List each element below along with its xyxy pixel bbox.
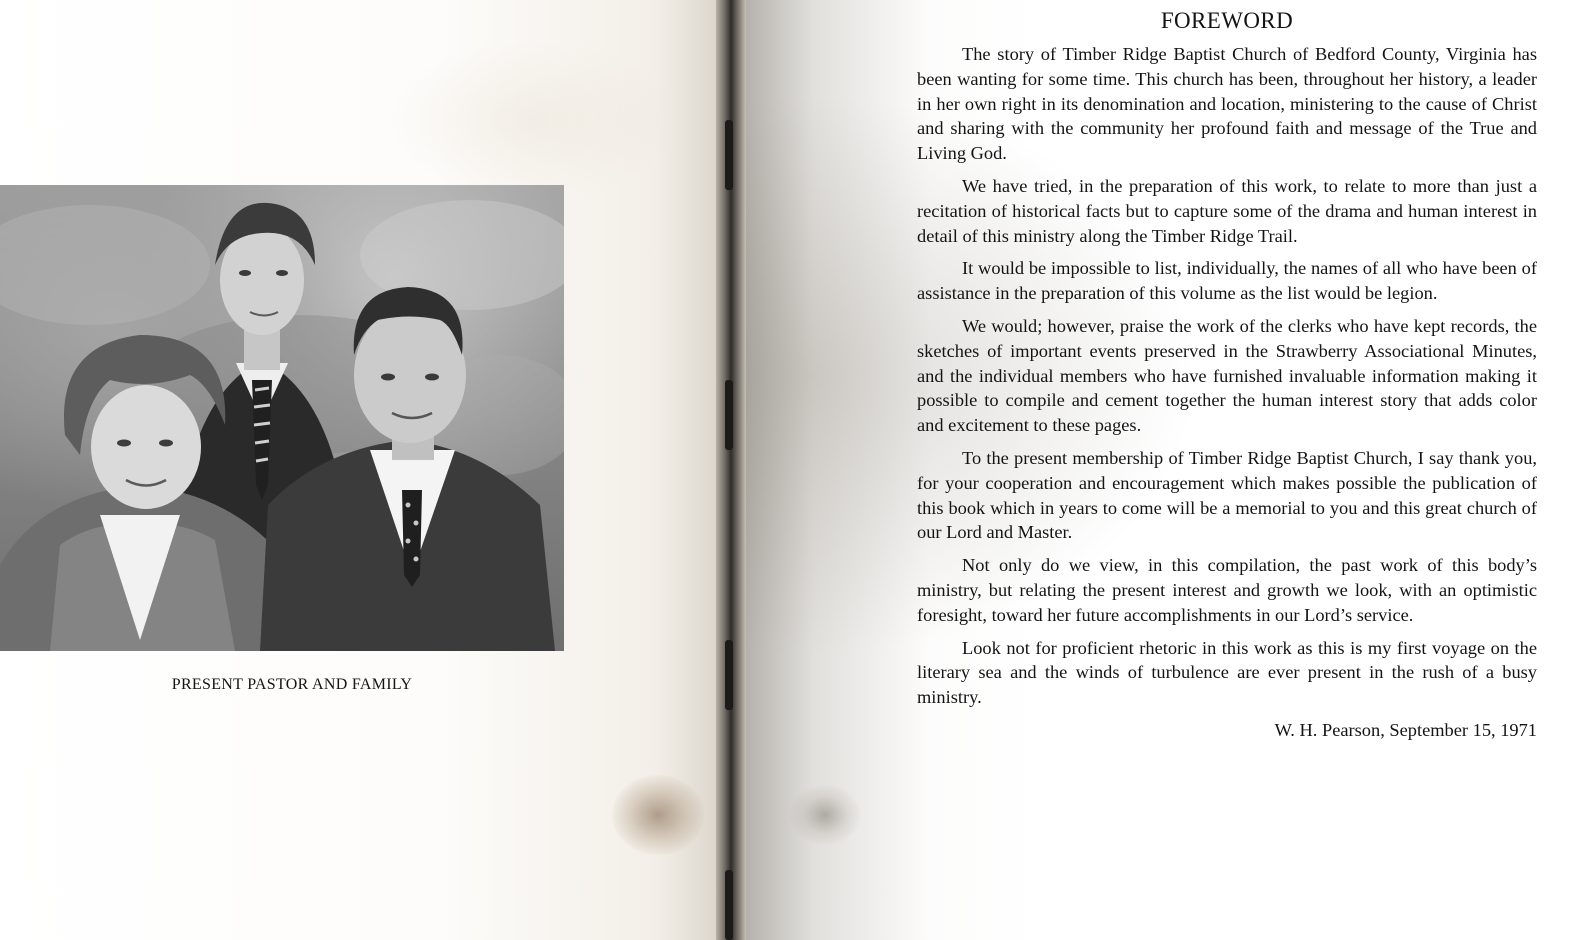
foreword-title: FOREWORD [1160,8,1294,33]
binding-stitch [725,870,733,940]
binding-stitch [725,640,733,710]
foreword-paragraph: We would; however, praise the work of the clerks who have kept records, the sketches of important events preserved in the Strawberry Associational Minutes, and the individual members who have furnished invaluable information making it possible to compile and cement together the human interest story that adds color and excitement to these pages. [917,315,1537,436]
family-photo [0,185,564,651]
binding-stitch [725,380,733,450]
foreword-section [917,8,1537,751]
foreword-paragraph: It would be impossible to list, individually, the names of all who have been of assistance in the preparation of this volume as the list would be legion. [917,258,1537,304]
paper-stain [790,785,860,845]
paper-stain [380,40,680,200]
photo-caption: PRESENT PASTOR AND FAMILY [171,676,413,693]
foreword-paragraph: Not only do we view, in this compilation, the past work of this body’s ministry, but relating the present interest and growth we look, with an optimistic foresight, toward her future accomplishments in our Lord’s service. [917,555,1537,625]
foreword-signature: W. H. Pearson, September 15, 1971 [1274,719,1537,740]
foreword-paragraph: The story of Timber Ridge Baptist Church of Bedford County, Virginia has been wanting for some time. This church has been, throughout her history, a leader in her own right in its denomination and location, ministering to the cause of Christ and sharing with the community her profound faith and message of the True and Living God. [917,44,1537,164]
paper-stain [612,775,704,855]
left-page [0,0,728,940]
foreword-paragraph: To the present membership of Timber Ridge Baptist Church, I say thank you, for your cooperation and encouragement which makes possible the publication of this book which in years to come will be a memorial to you and this great church of our Lord and Master. [917,447,1537,543]
foreword-paragraph: We have tried, in the preparation of this work, to relate to more than just a recitation of historical facts but to capture some of the drama and human interest in detail of this ministry along the Timber Ridge Trail. [917,175,1537,246]
foreword-paragraph: Look not for proficient rhetoric in this work as this is my first voyage on the literary sea and the winds of turbulence are ever present in the rush of a busy ministry. [917,637,1537,708]
binding-stitch [725,120,733,190]
